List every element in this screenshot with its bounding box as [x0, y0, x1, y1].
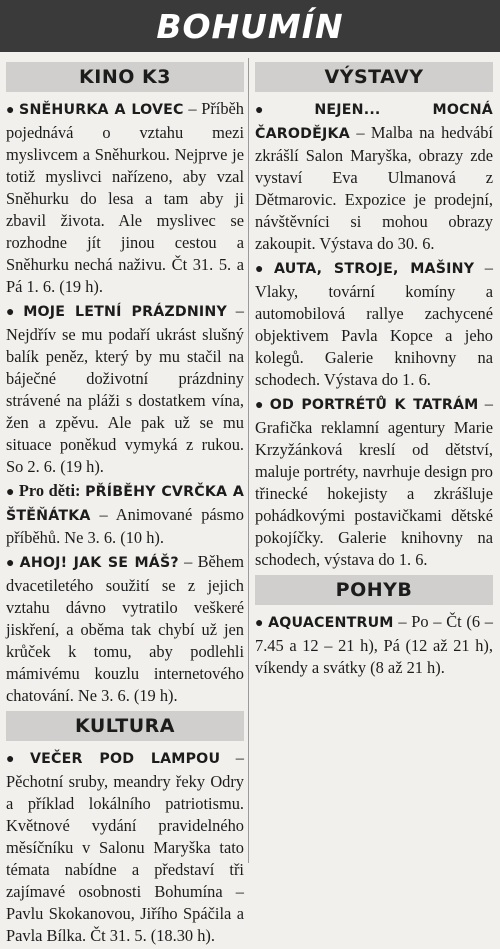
listing-item: [255, 98, 493, 255]
listing-title: VEČER POD LAMPOU: [29, 751, 221, 767]
listing-title: AHOJ! JAK SE MÁŠ?: [19, 555, 179, 571]
listing-prefix: Pro děti:: [18, 481, 86, 500]
listing-title: OD PORTRÉTŮ K TATRÁM: [269, 397, 479, 413]
listing-text: – Malba na hedvábí zkrášlí Salon Maryška, obrazy zde vystaví Eva Ulmanová z Dětmarovic. Expozice je prodejní, návštěvníci si mohou obrazy zakoupit. Výstava do 30. 6.: [255, 123, 493, 253]
listing-item: [255, 393, 493, 571]
listing-item: [6, 747, 244, 947]
listing-title: AQUACENTRUM: [268, 615, 394, 631]
bullet-icon: ●: [6, 485, 15, 500]
listing-item: [6, 300, 244, 478]
bullet-icon: ●: [255, 103, 311, 118]
bullet-icon: ●: [255, 398, 266, 413]
bullet-icon: ●: [255, 616, 265, 631]
listing-text: – Nejdřív se mu podaří ukrást slušný balík peněz, který by mu stačil na báječné doživotní prázdniny strávené na pláži s dostatkem vína, žen a zpěvu. Ale pak už se mu situace poněkud vymyká z rukou. So 2. 6. (19 h).: [6, 301, 244, 476]
listing-item: [6, 551, 244, 707]
column-divider: [248, 58, 249, 863]
listing-text: – Grafička reklamní agentury Marie Krzyžánková kreslí od dětství, maluje portréty, navrhuje design pro třinecké hokejisty a zkrášluje pohádkovými postavičkami dětské pokojíčky. Galerie knihovny na schodech, výstava do 1. 6.: [255, 394, 493, 569]
listing-title: PŘÍBĚHY CVRČKA A ŠTĚŇÁTKA: [6, 484, 244, 524]
listing-title: NEJEN... MOCNÁ ČARODĚJKA: [255, 102, 493, 142]
left-column: [6, 58, 244, 949]
listing-title: MOJE LETNÍ PRÁZDNINY: [23, 304, 227, 320]
town-title: BOHUMÍN: [156, 6, 344, 46]
listing-item: [6, 98, 244, 298]
listing-text: – Příběh pojednává o vztahu mezi myslivcem a Sněhurkou. Nejprve je totiž myslivci nařízeno, aby vzal Sněhurku do lesa a tam aby ji zbavil života. Ale myslivec se rozhodne jít jinou cestou a Sněhurku nechá naživu. Čt 31. 5. a Pá 1. 6. (19 h).: [6, 99, 245, 296]
section-heading-kultura: KULTURA: [6, 711, 244, 741]
section-heading-kino: KINO K3: [6, 62, 244, 92]
listing-text: – Během dvacetiletého soužití se z jejich vztahu dávno vytratilo veškeré jiskření, a oběma tak chybí už jen krůček k tomu, aby podlehli mámivému kouzlu internetového chatování. Ne 3. 6. (19 h).: [6, 552, 244, 705]
listing-text: – Animované pásmo příběhů. Ne 3. 6. (10 h).: [6, 505, 244, 547]
bullet-icon: ●: [6, 556, 16, 571]
section-heading-vystavy: VÝSTAVY: [255, 62, 493, 92]
masthead: [0, 0, 500, 52]
listing-item: [255, 611, 493, 679]
bullet-icon: ●: [255, 262, 270, 277]
bullet-icon: ●: [6, 752, 26, 767]
listing-item: [255, 257, 493, 391]
right-column: [255, 58, 493, 681]
section-heading-pohyb: POHYB: [255, 575, 493, 605]
bullet-icon: ●: [6, 305, 20, 320]
listing-text: – Vlaky, tovární komíny a automobilová rallye zachycené objektivem Pavla Kopce a jeho kolegů. Galerie knihovny na schodech. Výstava do 1. 6.: [255, 258, 493, 389]
listing-text: – Po – Čt (6 – 7.45 a 12 – 21 h), Pá (12 až 21 h), víkendy a svátky (8 až 21 h).: [255, 612, 493, 677]
listing-title: AUTA, STROJE, MAŠINY: [273, 261, 475, 277]
bullet-icon: ●: [6, 103, 16, 118]
listing-item: [6, 480, 244, 549]
listing-text: – Pěchotní sruby, meandry řeky Odry a příklad lokálního patriotismu. Květnové vydání pravidelného měsíčníku v Salonu Maryška tato témata nabídne a představí tři zajímavé osobnosti Bohumína – Pavlu Skokanovou, Jiřího Spáčila a Pavla Bílka. Čt 31. 5. (18.30 h).: [6, 748, 244, 945]
listing-title: SNĚHURKA A LOVEC: [19, 102, 184, 118]
